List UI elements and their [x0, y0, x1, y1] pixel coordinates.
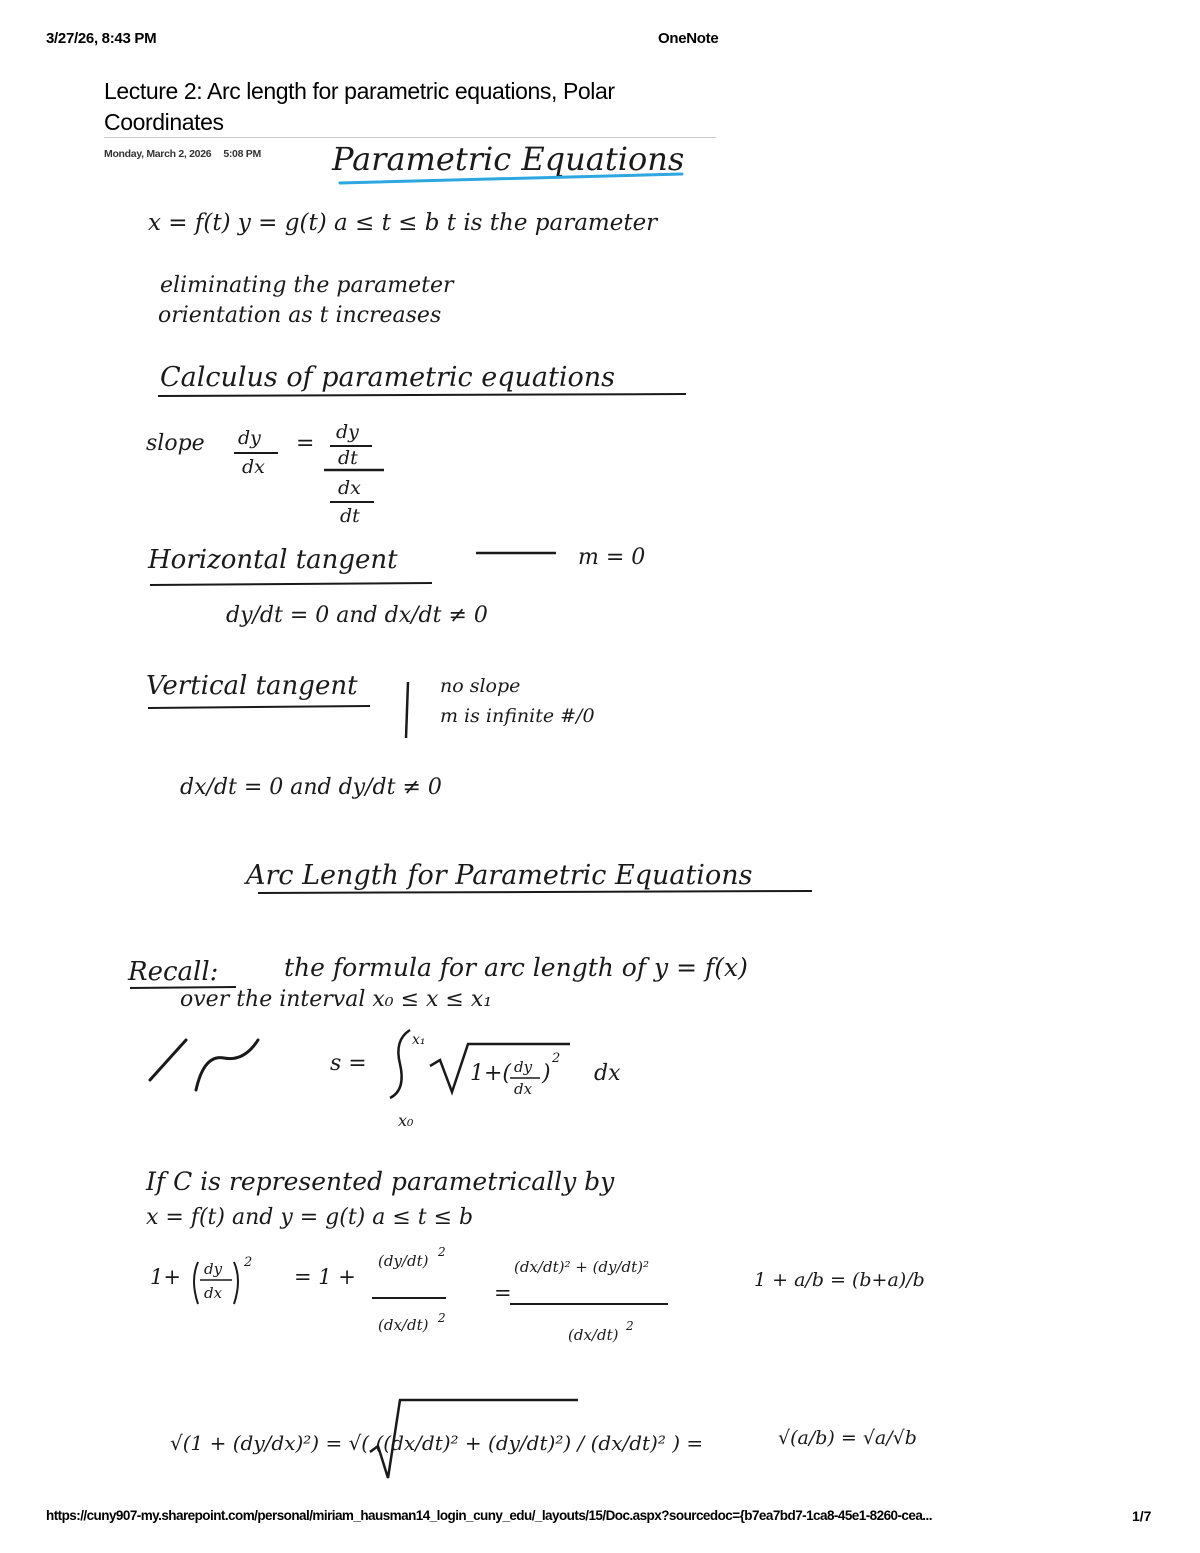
vertical-tangent-underline	[148, 706, 370, 708]
page-time: 5:08 PM	[223, 148, 261, 160]
horizontal-tangent-underline	[150, 583, 432, 585]
print-url: https://cuny907-my.sharepoint.com/personal/miriam_hausman14_login_cuny_edu/_layouts/15/Doc.aspx?sourcedoc={b7ea7bd7-1ca8-45e1-8260-cea...	[46, 1508, 932, 1523]
no-slope-label: no slope	[440, 675, 521, 697]
svg-text:=: =	[494, 1281, 512, 1305]
svg-text:(dy/dt): (dy/dt)	[378, 1252, 429, 1270]
svg-text:2: 2	[626, 1319, 634, 1333]
svg-text:1+(: 1+(	[470, 1061, 512, 1086]
orientation-line: orientation as t increases	[158, 303, 442, 328]
svg-text:dt: dt	[340, 505, 360, 527]
svg-text:2: 2	[552, 1051, 561, 1066]
svg-text:(dx/dt)² + (dy/dt)²: (dx/dt)² + (dy/dt)²	[514, 1258, 650, 1276]
print-datetime: 3/27/26, 8:43 PM	[46, 30, 157, 47]
slope-formula	[234, 421, 384, 527]
svg-text:2: 2	[244, 1255, 253, 1270]
curve-sketch-straight	[150, 1040, 186, 1080]
interval-text: over the interval x₀ ≤ x ≤ x₁	[180, 987, 493, 1012]
calculus-heading: Calculus of parametric equations	[160, 362, 615, 393]
horizontal-condition: dy/dt = 0 and dx/dt ≠ 0	[226, 603, 488, 628]
param-intro: If C is represented parametrically by	[146, 1167, 615, 1196]
m-infinite-label: m is infinite #/0	[440, 705, 595, 727]
param-defs: x = f(t) and y = g(t) a ≤ t ≤ b	[146, 1205, 474, 1230]
svg-text:(dx/dt): (dx/dt)	[378, 1316, 429, 1334]
identity-two: √(1 + (dy/dx)²) = √( ((dx/dt)² + (dy/dt)²) / (dx/dt)² ) =	[170, 1431, 704, 1455]
print-app-name: OneNote	[658, 30, 719, 47]
recall-label: Recall:	[128, 957, 219, 987]
definition-line: x = f(t) y = g(t) a ≤ t ≤ b t is the parameter	[148, 210, 658, 236]
vertical-condition: dx/dt = 0 and dy/dt ≠ 0	[180, 775, 442, 800]
arc-length-formula	[330, 1030, 621, 1130]
m-zero-label: m = 0	[578, 545, 646, 570]
print-page-indicator: 1/7	[1132, 1508, 1152, 1524]
svg-text:dx: dx	[204, 1284, 223, 1302]
svg-text:=: =	[296, 431, 315, 456]
svg-text:= 1 +: = 1 +	[294, 1265, 356, 1289]
svg-text:1+: 1+	[150, 1265, 181, 1289]
svg-text:x₀: x₀	[398, 1111, 414, 1130]
notes-heading: Parametric Equations	[332, 140, 685, 178]
page-date: Monday, March 2, 2026	[104, 148, 212, 160]
horizontal-tangent-heading: Horizontal tangent	[148, 545, 398, 575]
svg-text:(dx/dt): (dx/dt)	[568, 1326, 619, 1344]
curve-sketch-wavy	[196, 1040, 258, 1090]
calculus-underline	[158, 394, 686, 396]
side-fraction: 1 + a/b = (b+a)/b	[754, 1269, 925, 1291]
svg-text:dy: dy	[238, 427, 261, 449]
svg-text:): )	[542, 1061, 551, 1086]
recall-text: the formula for arc length of y = f(x)	[284, 953, 748, 982]
side-root: √(a/b) = √a/√b	[778, 1427, 917, 1449]
svg-text:dy: dy	[204, 1260, 223, 1278]
svg-text:dx: dx	[514, 1080, 533, 1098]
page-title[interactable]: Lecture 2: Arc length for parametric equations, Polar Coordinates	[104, 78, 615, 135]
svg-text:dy: dy	[514, 1058, 533, 1076]
svg-text:2: 2	[438, 1245, 446, 1259]
arc-length-heading: Arc Length for Parametric Equations	[246, 860, 753, 891]
vertical-line-sketch	[406, 682, 408, 738]
svg-text:dt: dt	[338, 447, 358, 469]
identity-one	[150, 1245, 668, 1344]
svg-text:dy: dy	[336, 421, 359, 443]
svg-text:s =: s =	[330, 1051, 367, 1076]
eliminating-line: eliminating the parameter	[160, 273, 454, 298]
svg-text:x₁: x₁	[412, 1032, 426, 1048]
svg-text:dx: dx	[594, 1061, 621, 1086]
vertical-tangent-heading: Vertical tangent	[146, 671, 358, 701]
svg-text:dx: dx	[242, 456, 265, 478]
svg-text:2: 2	[438, 1311, 446, 1325]
slope-label: slope	[146, 431, 205, 456]
arc-length-underline	[258, 891, 812, 893]
svg-text:dx: dx	[338, 477, 361, 499]
